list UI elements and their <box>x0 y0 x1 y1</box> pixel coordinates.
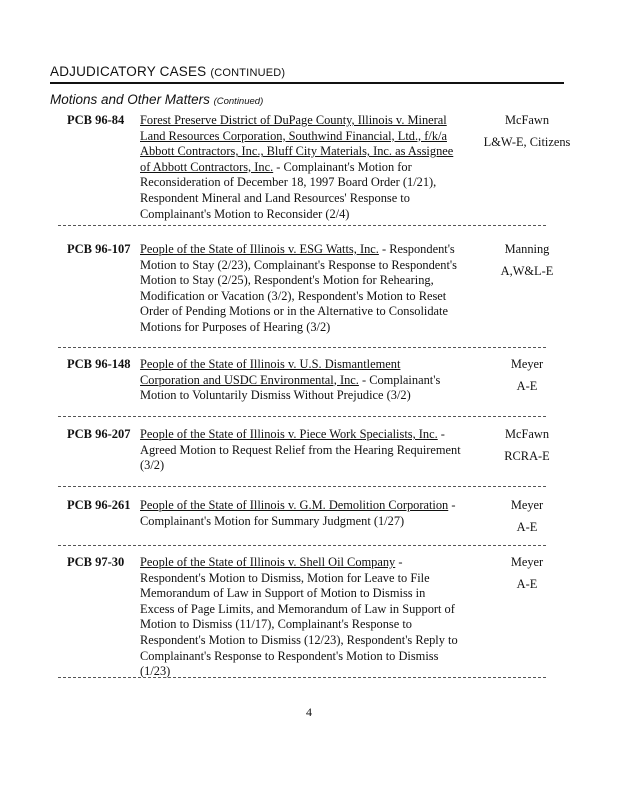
case-type: A,W&L-E <box>500 263 554 278</box>
case-staff <box>480 555 574 598</box>
case-type: A-E <box>516 519 538 534</box>
subsection-title: Motions and Other Matters <box>50 92 210 107</box>
case-motions: - Complainant's Motion for Summary Judgment (1/27) <box>140 498 456 528</box>
case-motions: - Complainant's Motion for Reconsideration of December 18, 1997 Board Order (1/21), Respondent Mineral and Land Resources' Response to Complainant's Motion to Reconsider (2/4) <box>140 159 437 221</box>
case-type: RCRA-E <box>504 448 550 463</box>
case-type: A-E <box>516 378 538 393</box>
case-number: PCB 96-207 <box>67 427 131 441</box>
board-member: Manning <box>504 242 550 256</box>
case-number: PCB 96-148 <box>67 357 131 371</box>
case-type: A-E <box>516 576 538 591</box>
case-parties: People of the State of Illinois v. Piece Work Specialists, Inc. <box>140 427 438 441</box>
board-member: McFawn <box>504 427 550 441</box>
case-staff <box>480 242 574 285</box>
case-separator <box>58 486 546 487</box>
case-description <box>140 427 462 474</box>
case-motions: - Complainant's Motion to Voluntarily Dismiss Without Prejudice (3/2) <box>140 372 441 403</box>
case-description <box>140 113 462 222</box>
case-parties: People of the State of Illinois v. G.M. Demolition Corporation <box>140 498 449 512</box>
case-type: L&W-E, Citizens <box>483 134 571 149</box>
case-motions: - Respondent's Motion to Dismiss, Motion for Leave to File Memorandum of Law in Support of Motion to Dismiss in Excess of Page Limits, and Memorandum of Law in Support of Motion to Dismiss (11/17), Complainant's Response to Respondent's Motion to Dismiss (12/23), Respondent's Reply to Complainant's Response to Respondent's Motion to Dismiss (1/23) <box>140 555 458 679</box>
case-motions: - Agreed Motion to Request Relief from the Hearing Requirement (3/2) <box>140 427 461 473</box>
case-description <box>140 242 462 336</box>
case-motions: - Respondent's Motion to Stay (2/23), Complainant's Response to Respondent's Motion to Stay (2/25), Respondent's Motion for Rehearing, Modification or Vacation (3/2), Respondent's Motion to Reset Order of Pending Motions or in the Alternative to Consolidate Motions for Purposes of Hearing (3/2) <box>140 242 457 334</box>
section-title: ADJUDICATORY CASES <box>50 64 207 79</box>
case-staff <box>480 498 574 541</box>
case-number: PCB 96-84 <box>67 113 125 127</box>
case-parties: Forest Preserve District of DuPage County, Illinois v. Mineral Land Resources Corporation, Southwind Financial, Ltd., f/k/a Abbott Contractors, Inc., Bluff City Materials, Inc. as Assignee of Abbott Contractors, Inc. <box>140 113 454 174</box>
case-description <box>140 498 462 529</box>
case-separator <box>58 225 546 226</box>
section-title-continued: (CONTINUED) <box>210 67 286 79</box>
page-number: 4 <box>306 705 312 719</box>
case-separator <box>58 545 546 546</box>
board-member: McFawn <box>504 113 550 127</box>
case-separator <box>58 677 546 678</box>
case-separator <box>58 347 546 348</box>
case-staff <box>480 427 574 470</box>
case-staff <box>480 357 574 400</box>
header-rule <box>50 82 564 84</box>
case-number: PCB 96-107 <box>67 242 131 256</box>
case-description <box>140 357 462 404</box>
case-parties: People of the State of Illinois v. U.S. Dismantlement Corporation and USDC Environmental, Inc. <box>140 357 401 387</box>
board-member: Meyer <box>510 357 544 371</box>
case-parties: People of the State of Illinois v. ESG Watts, Inc. <box>140 242 379 256</box>
section-header <box>50 64 570 79</box>
case-number: PCB 97-30 <box>67 555 125 569</box>
case-staff <box>480 113 574 156</box>
board-member: Meyer <box>510 498 544 512</box>
subsection-header <box>50 92 263 107</box>
case-description <box>140 555 462 680</box>
subsection-title-continued: (Continued) <box>213 96 264 107</box>
case-parties: People of the State of Illinois v. Shell Oil Company <box>140 555 396 569</box>
case-number: PCB 96-261 <box>67 498 131 512</box>
board-member: Meyer <box>510 555 544 569</box>
case-separator <box>58 416 546 417</box>
